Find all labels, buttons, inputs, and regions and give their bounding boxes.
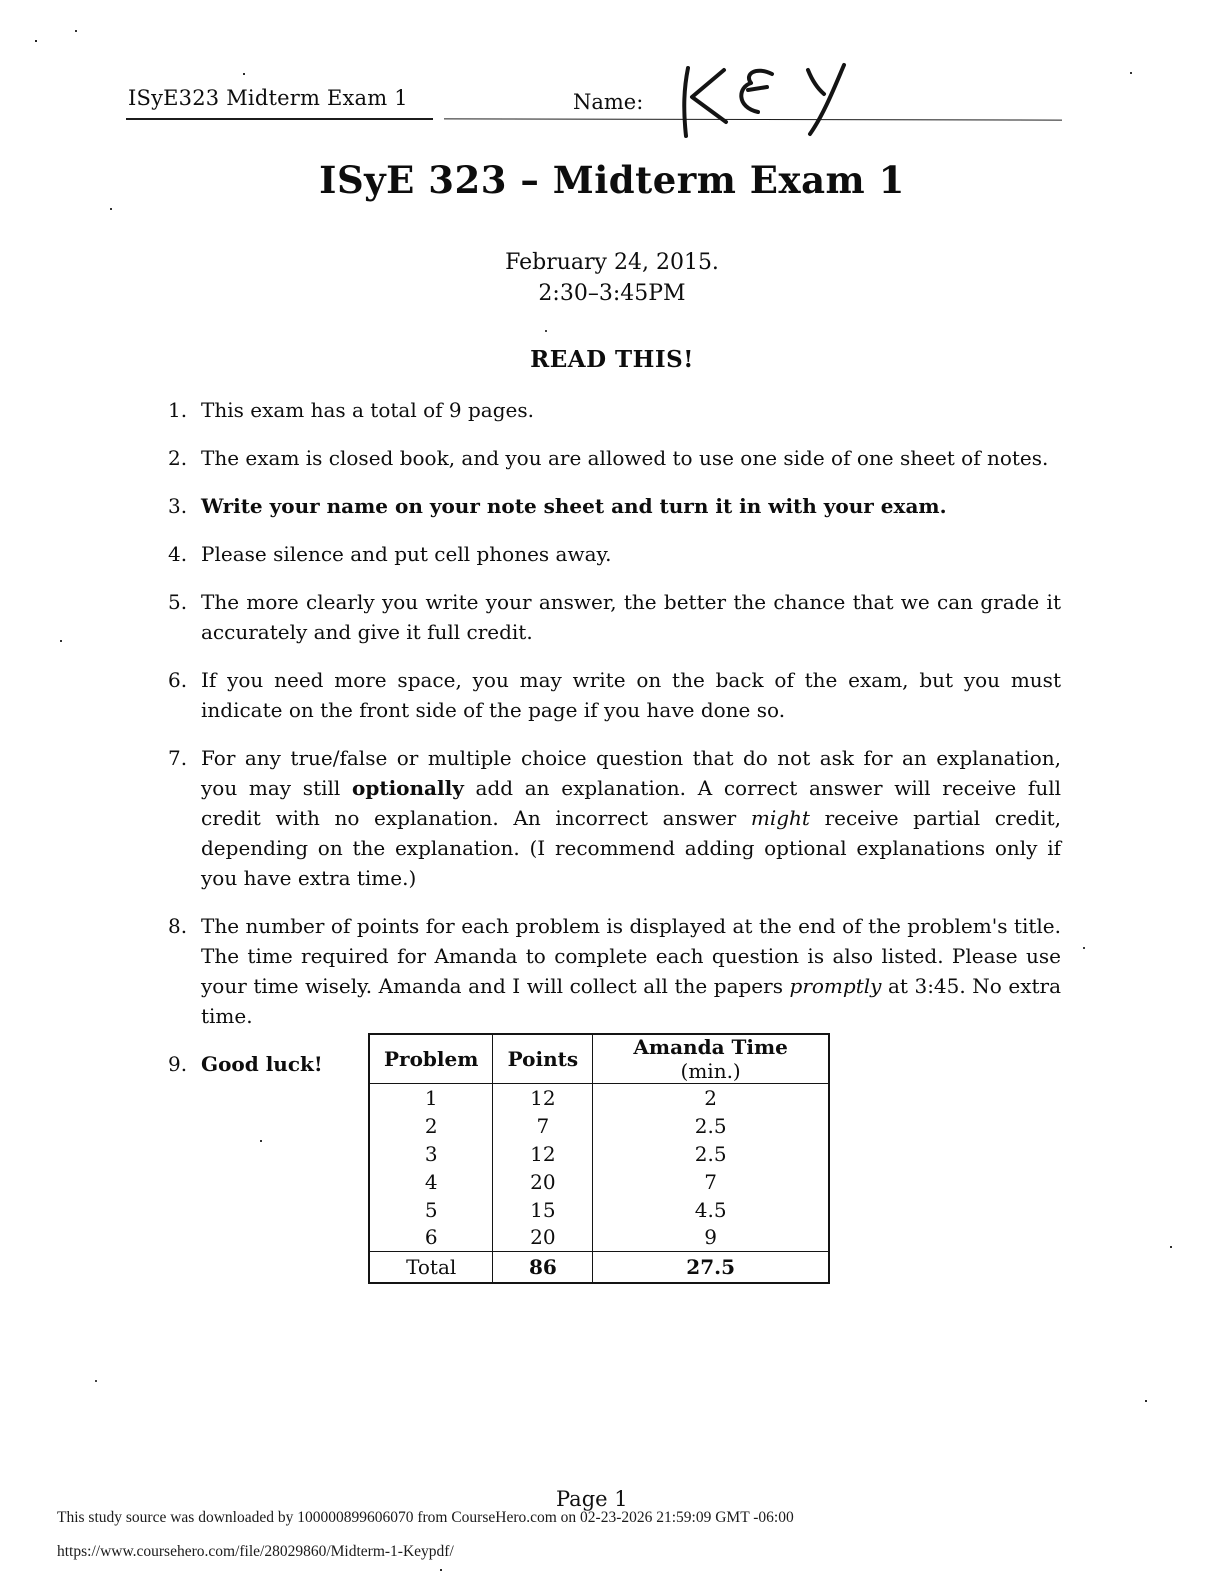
instruction-text: This exam has a total of 9 pages. bbox=[201, 398, 534, 422]
table-row bbox=[369, 1196, 829, 1224]
instruction-text: If you need more space, you may write on the back of the exam, but you must indicate on the front side of the page if you have done so. bbox=[201, 668, 1061, 722]
table-row bbox=[369, 1084, 829, 1112]
cell-time: 2 bbox=[593, 1084, 829, 1112]
instruction-text: Good luck! bbox=[201, 1052, 323, 1076]
cell-problem: 1 bbox=[424, 1085, 438, 1110]
handwriting-key-icon bbox=[668, 62, 878, 140]
cell-points: 20 bbox=[493, 1224, 593, 1252]
cell-points: 12 bbox=[493, 1084, 593, 1112]
col-header-points: Points bbox=[493, 1034, 593, 1084]
coursehero-url-link[interactable]: https://www.coursehero.com/file/28029860/Midterm-1-Keypdf/ bbox=[57, 1543, 454, 1560]
instruction-text: The number of points for each problem is displayed at the end of the problem's title. The time required for Amanda to complete each question is also listed. Please use your time wisely. Amanda and I will collect all the papers promptly at 3:45. No extra time. bbox=[201, 914, 1061, 1028]
cell-time: 9 bbox=[593, 1224, 829, 1252]
cell-problem: 6 bbox=[424, 1225, 438, 1250]
instruction-text: Please silence and put cell phones away. bbox=[201, 542, 612, 566]
instruction-text: The exam is closed book, and you are allowed to use one side of one sheet of notes. bbox=[201, 446, 1049, 470]
instruction-number: 8. bbox=[168, 914, 188, 938]
page-number: Page 1 bbox=[556, 1487, 628, 1511]
exam-date: February 24, 2015. bbox=[505, 250, 719, 275]
cell-points: 12 bbox=[493, 1140, 593, 1168]
instruction-item-8 bbox=[168, 911, 1061, 1031]
points-table bbox=[368, 1033, 830, 1284]
points-table-container bbox=[368, 1033, 830, 1284]
cell-problem: 4 bbox=[424, 1169, 438, 1194]
cell-time: 7 bbox=[593, 1168, 829, 1196]
instruction-number: 3. bbox=[168, 494, 188, 518]
table-row bbox=[369, 1140, 829, 1168]
col-header-amanda-time: Amanda Time (min.) bbox=[593, 1034, 829, 1084]
cell-points: 15 bbox=[493, 1196, 593, 1224]
table-row bbox=[369, 1224, 829, 1252]
table-row bbox=[369, 1112, 829, 1140]
instruction-number: 5. bbox=[168, 590, 188, 614]
cell-total-time: 27.5 bbox=[593, 1252, 829, 1283]
instruction-text: Write your name on your note sheet and turn it in with your exam. bbox=[201, 494, 947, 518]
coursehero-download-notice: This study source was downloaded by 100000899606070 from CourseHero.com on 02-23-2026 21:59:09 GMT -06:00 bbox=[57, 1509, 794, 1526]
instruction-number: 6. bbox=[168, 668, 188, 692]
cell-points: 7 bbox=[493, 1112, 593, 1140]
instruction-item-4 bbox=[168, 539, 1061, 569]
instruction-number: 7. bbox=[168, 746, 188, 770]
cell-time: 4.5 bbox=[593, 1196, 829, 1224]
header-course-label: ISyE323 Midterm Exam 1 bbox=[128, 86, 408, 110]
instruction-text: The more clearly you write your answer, the better the chance that we can grade it accurately and give it full credit. bbox=[201, 590, 1061, 644]
cell-problem: 2 bbox=[424, 1113, 438, 1138]
cell-problem: 5 bbox=[424, 1197, 438, 1222]
cell-total-points: 86 bbox=[493, 1252, 593, 1283]
instruction-number: 1. bbox=[168, 398, 188, 422]
instruction-text: For any true/false or multiple choice question that do not ask for an explanation, you may still optionally add an explanation. A correct answer will receive full credit with no explanation. An incorrect answer might receive partial credit, depending on the explanation. (I recommend adding optional explanations only if you have extra time.) bbox=[201, 746, 1061, 890]
instruction-item-6 bbox=[168, 665, 1061, 725]
instruction-item-5 bbox=[168, 587, 1061, 647]
cell-points: 20 bbox=[493, 1168, 593, 1196]
cell-problem: 3 bbox=[424, 1141, 438, 1166]
instruction-item-7 bbox=[168, 743, 1061, 893]
instruction-item-1 bbox=[168, 395, 1061, 425]
instruction-item-3 bbox=[168, 491, 1061, 521]
instruction-number: 4. bbox=[168, 542, 188, 566]
cell-time: 2.5 bbox=[593, 1140, 829, 1168]
instruction-list bbox=[168, 395, 1061, 1097]
name-label: Name: bbox=[573, 90, 644, 114]
instruction-number: 2. bbox=[168, 446, 188, 470]
read-this-heading: READ THIS! bbox=[530, 346, 694, 373]
instruction-number: 9. bbox=[168, 1052, 188, 1076]
instruction-item-2 bbox=[168, 443, 1061, 473]
exam-time: 2:30–3:45PM bbox=[538, 281, 686, 306]
scan-noise-speckles bbox=[35, 40, 37, 42]
table-row bbox=[369, 1168, 829, 1196]
handwritten-key bbox=[668, 62, 878, 144]
points-table-header-row bbox=[369, 1034, 829, 1084]
page-title: ISyE 323 – Midterm Exam 1 bbox=[319, 158, 905, 202]
header-course-underline bbox=[126, 118, 433, 120]
col-header-problem: Problem bbox=[369, 1034, 493, 1084]
table-total-row bbox=[369, 1252, 829, 1283]
cell-time: 2.5 bbox=[593, 1112, 829, 1140]
cell-total-label: Total bbox=[369, 1252, 493, 1283]
